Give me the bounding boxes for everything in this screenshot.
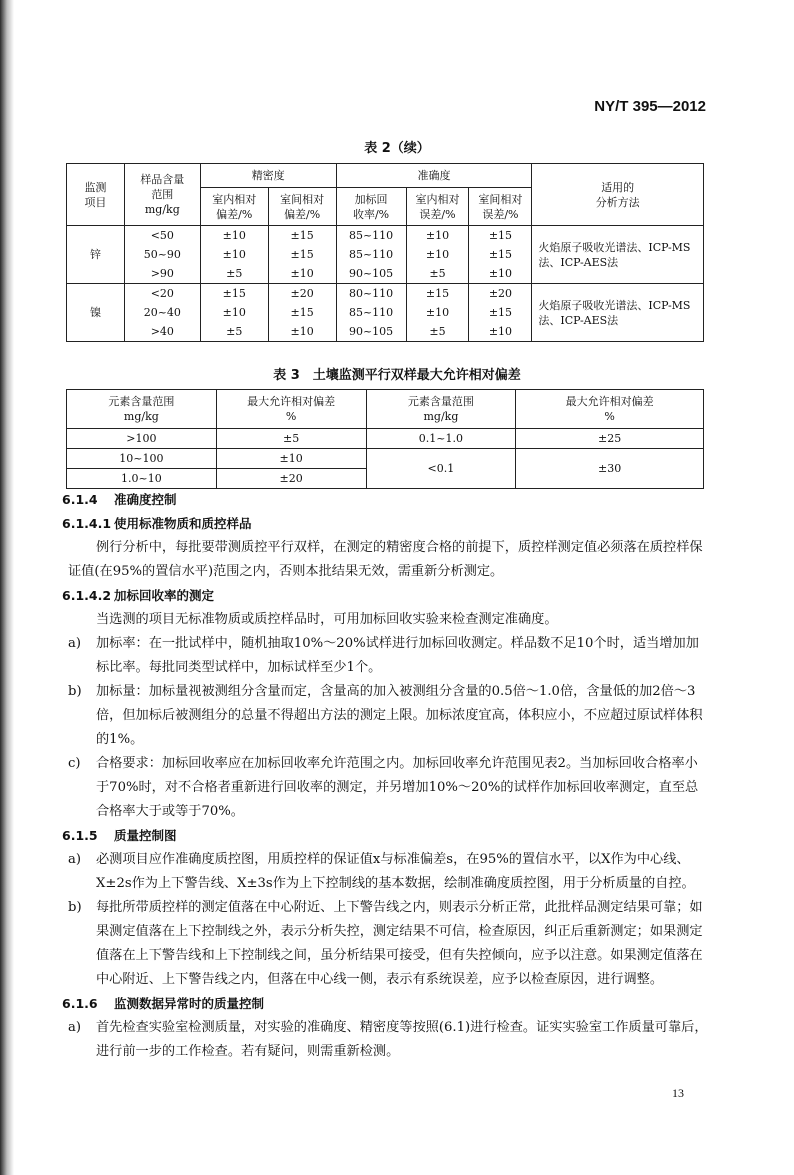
table-value: ±5 xyxy=(429,325,446,338)
list-item xyxy=(68,752,708,824)
t3-dev-cell: ±30 xyxy=(516,449,704,489)
t3-range-cell: 1.0~10 xyxy=(67,469,217,489)
header-method: 适用的 分析方法 xyxy=(532,164,704,226)
section-heading xyxy=(62,992,708,1016)
scan-shadow xyxy=(0,0,14,1175)
section-title: 加标回收率的测定 xyxy=(114,588,215,603)
section-number: 6.1.5 xyxy=(62,828,98,843)
table-value: <50 xyxy=(150,229,174,242)
header-inter-err: 室间相对 误差/% xyxy=(469,188,532,226)
value-cell xyxy=(469,284,532,342)
section-heading xyxy=(62,488,708,512)
table-value: ±15 xyxy=(488,306,513,319)
value-cell xyxy=(336,284,406,342)
t3-dev-cell: ±20 xyxy=(216,469,366,489)
t3-header-dev-right: 最大允许相对偏差 % xyxy=(516,390,704,429)
value-cell xyxy=(268,226,336,284)
table-value: ±15 xyxy=(488,248,513,261)
method-cell: 火焰原子吸收光谱法、ICP-MS法、ICP-AES法 xyxy=(532,284,704,342)
list-item-text: 首先检查实验室检测质量，对实验的准确度、精密度等按照(6.1)进行检查。证实实验室工作质量可靠后，进行前一步的工作检查。若有疑问，则需重新检测。 xyxy=(96,1020,708,1059)
table-value: ±20 xyxy=(488,287,513,300)
table-value: ±10 xyxy=(488,325,513,338)
list-item xyxy=(68,848,708,896)
header-precision: 精密度 xyxy=(200,164,336,188)
value-cell xyxy=(268,284,336,342)
table-value: ±5 xyxy=(226,267,243,280)
table-value: >40 xyxy=(150,325,174,338)
table-value: ±10 xyxy=(425,248,450,261)
table-value: >90 xyxy=(150,267,174,280)
section-number: 6.1.6 xyxy=(62,996,98,1011)
section-heading xyxy=(62,824,708,848)
body-text xyxy=(62,488,708,1064)
table-value: 85~110 xyxy=(348,229,394,242)
value-cell xyxy=(406,284,469,342)
paragraph: 当选测的项目无标准物质或质控样品时，可用加标回收实验来检查测定准确度。 xyxy=(96,612,558,627)
section-number: 6.1.4 xyxy=(62,492,98,507)
paragraph: 例行分析中，每批要带测质控平行双样，在测定的精密度合格的前提下，质控样测定值必须落在质控样保证值(在95%的置信水平)范围之内，否则本批结果无效，需重新分析测定。 xyxy=(68,540,703,579)
list-item-text: 加标量：加标量视被测组分含量而定，含量高的加入被测组分含量的0.5倍～1.0倍，含量低的加2倍～3倍，但加标后被测组分的总量不得超出方法的测定上限。加标浓度宜高，体积应小，不应超过原试样体积的1%。 xyxy=(96,684,703,747)
list-marker: a) xyxy=(68,852,82,867)
value-cell xyxy=(200,226,268,284)
table-value: ±15 xyxy=(290,229,314,242)
section-number: 6.1.4.1 xyxy=(62,516,112,531)
section-number: 6.1.4.2 xyxy=(62,588,112,603)
table-value: 85~110 xyxy=(348,306,394,319)
list-marker: b) xyxy=(68,900,82,915)
header-intra-err: 室内相对 误差/% xyxy=(406,188,469,226)
value-cell xyxy=(124,284,200,342)
header-content: 样品含量 范围 mg/kg xyxy=(124,164,200,226)
t3-range-cell: >100 xyxy=(67,429,217,449)
list-item xyxy=(68,632,708,680)
table-value: 90~105 xyxy=(348,325,394,338)
section-title: 使用标准物质和质控样品 xyxy=(114,516,252,531)
list-item-text: 每批所带质控样的测定值落在中心附近、上下警告线之内，则表示分析正常，此批样品测定结果可靠；如果测定值落在上下控制线之外，表示分析失控，测定结果不可信，检查原因，纠正后重新测定；如果测定值落在上下警告线和上下控制线之间，虽分析结果可接受，但有失控倾向，应予以注意。如果测定值落在中心附近、上下警告线之内，但落在中心线一侧，表示有系统误差，应予以检查原因，进行调整。 xyxy=(96,900,703,987)
table-value: ±10 xyxy=(488,267,513,280)
list-item-text: 合格要求：加标回收率应在加标回收率允许范围之内。加标回收率允许范围见表2。当加标回收合格率小于70%时，对不合格者重新进行回收率的测定，并另增加10%～20%的试样作加标回收率测定，直至总合格率大于或等于70%。 xyxy=(96,756,699,819)
header-recovery: 加标回 收率/% xyxy=(336,188,406,226)
value-cell xyxy=(336,226,406,284)
list-item xyxy=(68,896,708,992)
section-title: 监测数据异常时的质量控制 xyxy=(114,996,265,1011)
t3-header-range-left: 元素含量范围 mg/kg xyxy=(67,390,217,429)
table2 xyxy=(66,163,704,342)
table-value: ±15 xyxy=(290,248,314,261)
section-heading xyxy=(62,512,708,536)
table-value: ±10 xyxy=(290,325,314,338)
table-value: 50~90 xyxy=(143,248,181,261)
standard-code: NY/T 395—2012 xyxy=(594,98,706,115)
table-value: ±5 xyxy=(226,325,243,338)
method-cell: 火焰原子吸收光谱法、ICP-MS法、ICP-AES法 xyxy=(532,226,704,284)
t3-dev-cell: ±5 xyxy=(216,429,366,449)
element-name-cell: 镍 xyxy=(67,284,125,342)
table-value: ±15 xyxy=(222,287,246,300)
table-value: ±20 xyxy=(290,287,314,300)
t3-header-dev-left: 最大允许相对偏差 % xyxy=(216,390,366,429)
table2-caption: 表 2（续） xyxy=(364,141,430,156)
table-value: ±15 xyxy=(425,287,450,300)
list-marker: a) xyxy=(68,636,82,651)
list-item xyxy=(68,680,708,752)
header-item: 监测 项目 xyxy=(67,164,125,226)
table-value: ±15 xyxy=(488,229,513,242)
list-item-text: 加标率：在一批试样中，随机抽取10%～20%试样进行加标回收测定。样品数不足10个时，适当增加加标比率。每批同类型试样中，加标试样至少1个。 xyxy=(96,636,699,675)
t3-range-cell: <0.1 xyxy=(366,449,516,489)
t3-header-range-right: 元素含量范围 mg/kg xyxy=(366,390,516,429)
table-value: ±10 xyxy=(222,306,246,319)
t3-dev-cell: ±10 xyxy=(216,449,366,469)
list-marker: c) xyxy=(68,756,81,771)
t3-range-cell: 10~100 xyxy=(67,449,217,469)
table-value: ±10 xyxy=(425,306,450,319)
t3-range-cell: 0.1~1.0 xyxy=(366,429,516,449)
value-cell xyxy=(200,284,268,342)
list-item xyxy=(68,1016,708,1064)
table-value: ±10 xyxy=(222,248,246,261)
table-value: 80~110 xyxy=(348,287,394,300)
section-title: 质量控制图 xyxy=(114,828,177,843)
value-cell xyxy=(124,226,200,284)
table3-caption: 表 3 土壤监测平行双样最大允许相对偏差 xyxy=(273,368,521,383)
list-item-text: 必测项目应作准确度质控图，用质控样的保证值x与标准偏差s，在95%的置信水平，以X作为中心线、X±2s作为上下警告线、X±3s作为上下控制线的基本数据，绘制准确度质控图，用于分析质量的自控。 xyxy=(96,852,695,891)
section-heading xyxy=(62,584,708,608)
table-value: ±10 xyxy=(222,229,246,242)
section-title: 准确度控制 xyxy=(114,492,177,507)
table-value: 90~105 xyxy=(348,267,394,280)
page-number: 13 xyxy=(672,1086,684,1100)
t3-dev-cell: ±25 xyxy=(516,429,704,449)
header-intra-dev: 室内相对 偏差/% xyxy=(200,188,268,226)
value-cell xyxy=(469,226,532,284)
table-value: ±10 xyxy=(425,229,450,242)
header-inter-dev: 室间相对 偏差/% xyxy=(268,188,336,226)
table-value: ±10 xyxy=(290,267,314,280)
element-name-cell: 锌 xyxy=(67,226,125,284)
table-value: ±5 xyxy=(429,267,446,280)
header-accuracy: 准确度 xyxy=(336,164,532,188)
value-cell xyxy=(406,226,469,284)
list-marker: a) xyxy=(68,1020,82,1035)
table-value: 85~110 xyxy=(348,248,394,261)
table-value: 20~40 xyxy=(143,306,181,319)
table-value: <20 xyxy=(150,287,174,300)
table3 xyxy=(66,389,704,489)
table-value: ±15 xyxy=(290,306,314,319)
list-marker: b) xyxy=(68,684,82,699)
